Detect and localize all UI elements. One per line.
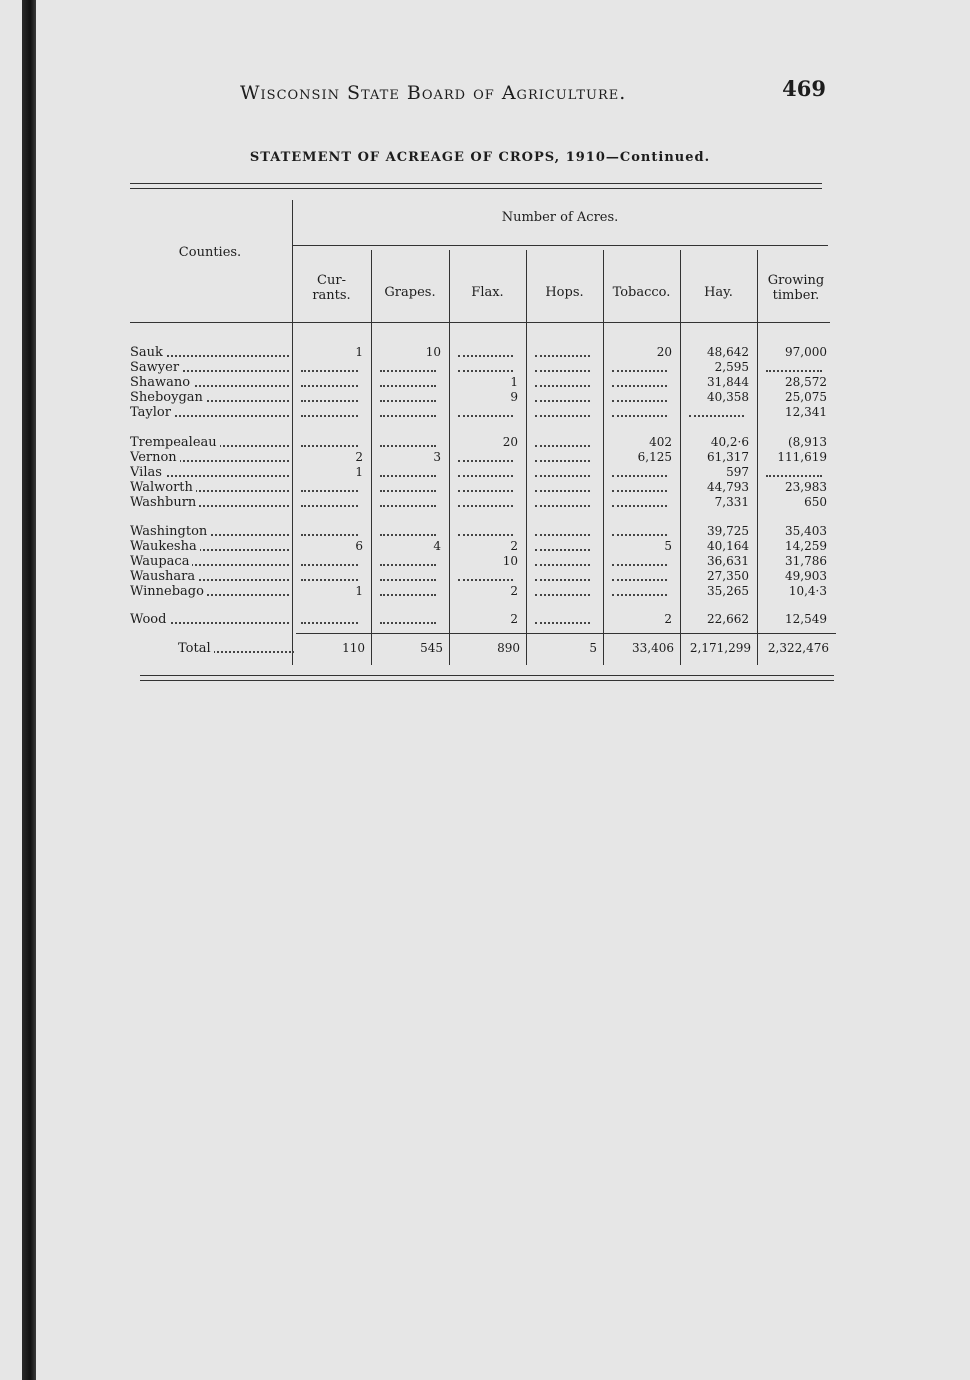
county-name: Trempealeau <box>130 435 293 450</box>
column-header-hay: Hay. <box>704 285 733 300</box>
cell-tobacco <box>607 569 672 584</box>
cell-hops <box>530 360 595 375</box>
table-row <box>130 450 840 465</box>
cell-grapes <box>375 495 441 510</box>
cell-currants <box>296 360 363 375</box>
cell-tobacco: 20 <box>656 345 672 359</box>
cell-currants: 1 <box>355 465 363 479</box>
cell-flax: 20 <box>502 435 518 449</box>
cell-tobacco <box>607 524 672 539</box>
total-hops: 5 <box>589 641 597 655</box>
county-name: Sauk <box>130 345 293 360</box>
cell-hops <box>530 480 595 495</box>
cell-flax: 2 <box>510 584 518 598</box>
cell-growing-timber: 111,619 <box>777 450 827 464</box>
cell-growing-timber: 49,903 <box>785 569 827 583</box>
county-name: Walworth <box>130 480 293 495</box>
cell-hops <box>530 390 595 405</box>
cell-currants <box>296 612 363 627</box>
county-name: Winnebago <box>130 584 293 599</box>
cell-growing-timber <box>761 360 827 375</box>
county-name: Vilas <box>130 465 293 480</box>
county-name: Taylor <box>130 405 293 420</box>
table-row <box>130 375 840 390</box>
total-label: Total <box>178 641 296 656</box>
group-header-rule <box>292 245 828 246</box>
county-name: Wood <box>130 612 293 627</box>
table-row <box>130 584 840 599</box>
cell-hops <box>530 584 595 599</box>
cell-tobacco <box>607 390 672 405</box>
county-name: Vernon <box>130 450 293 465</box>
column-header-flax: Flax. <box>471 285 504 300</box>
total-growing-timber: 2,322,476 <box>767 641 829 655</box>
cell-flax: 2 <box>510 612 518 626</box>
cell-currants <box>296 435 363 450</box>
table-row <box>130 569 840 584</box>
total-row <box>130 641 840 656</box>
cell-flax: 1 <box>510 375 518 389</box>
total-rule <box>296 633 836 634</box>
cell-tobacco: 5 <box>664 539 672 553</box>
cell-grapes <box>375 612 441 627</box>
running-title: Wisconsin State Board of Agriculture. <box>240 82 627 104</box>
table-row <box>130 495 840 510</box>
cell-growing-timber: 10,4·3 <box>788 584 827 598</box>
cell-hay: 39,725 <box>707 524 749 538</box>
cell-flax <box>453 524 518 539</box>
cell-hops <box>530 524 595 539</box>
county-name: Waushara <box>130 569 293 584</box>
cell-grapes <box>375 569 441 584</box>
cell-growing-timber: 31,786 <box>785 554 827 568</box>
cell-tobacco <box>607 405 672 420</box>
cell-currants <box>296 495 363 510</box>
table-bottom-rule-inner <box>140 680 834 681</box>
cell-hay: 36,631 <box>707 554 749 568</box>
cell-grapes: 4 <box>433 539 441 553</box>
cell-tobacco: 402 <box>649 435 672 449</box>
cell-hops <box>530 495 595 510</box>
cell-currants: 1 <box>355 584 363 598</box>
table-row <box>130 480 840 495</box>
cell-hay: 597 <box>726 465 749 479</box>
table-row <box>130 435 840 450</box>
cell-hay: 48,642 <box>707 345 749 359</box>
cell-growing-timber: 14,259 <box>785 539 827 553</box>
cell-flax <box>453 405 518 420</box>
cell-grapes <box>375 405 441 420</box>
column-header-growing-timber: Growing timber. <box>767 273 825 303</box>
column-header-tobacco: Tobacco. <box>612 285 671 300</box>
cell-currants: 2 <box>355 450 363 464</box>
cell-tobacco <box>607 360 672 375</box>
cell-hay: 2,595 <box>714 360 749 374</box>
cell-flax <box>453 345 518 360</box>
cell-currants <box>296 524 363 539</box>
cell-grapes <box>375 360 441 375</box>
cell-flax <box>453 360 518 375</box>
county-name: Shawano <box>130 375 293 390</box>
cell-tobacco <box>607 480 672 495</box>
table-row <box>130 465 840 480</box>
cell-growing-timber: 12,549 <box>785 612 827 626</box>
cell-hops <box>530 345 595 360</box>
cell-flax <box>453 495 518 510</box>
county-name: Waukesha <box>130 539 293 554</box>
county-name: Sawyer <box>130 360 293 375</box>
cell-hay <box>684 405 749 420</box>
cell-hay: 35,265 <box>707 584 749 598</box>
cell-grapes: 3 <box>433 450 441 464</box>
cell-currants <box>296 554 363 569</box>
table-top-rule <box>130 183 822 184</box>
cell-hops <box>530 465 595 480</box>
cell-hops <box>530 554 595 569</box>
number-of-acres-header: Number of Acres. <box>501 210 619 225</box>
cell-growing-timber <box>761 465 827 480</box>
cell-hops <box>530 539 595 554</box>
page-number: 469 <box>782 76 826 101</box>
cell-tobacco <box>607 465 672 480</box>
cell-grapes <box>375 390 441 405</box>
table-row <box>130 539 840 554</box>
cell-grapes <box>375 435 441 450</box>
cell-hay: 27,350 <box>707 569 749 583</box>
table-row <box>130 390 840 405</box>
cell-hay: 40,2·6 <box>710 435 749 449</box>
table-bottom-rule <box>140 675 834 676</box>
column-header-grapes: Grapes. <box>384 285 436 300</box>
cell-flax: 2 <box>510 539 518 553</box>
cell-currants <box>296 405 363 420</box>
table-row <box>130 360 840 375</box>
column-header-currants: Cur- rants. <box>312 273 351 303</box>
cell-flax <box>453 465 518 480</box>
cell-grapes <box>375 584 441 599</box>
cell-tobacco <box>607 554 672 569</box>
county-name: Washburn <box>130 495 293 510</box>
counties-header: Counties. <box>178 245 242 260</box>
total-tobacco: 33,406 <box>632 641 674 655</box>
cell-grapes: 10 <box>425 345 441 359</box>
cell-hay: 7,331 <box>714 495 749 509</box>
cell-hay: 31,844 <box>707 375 749 389</box>
page-header <box>240 76 830 110</box>
cell-grapes <box>375 465 441 480</box>
cell-growing-timber: 23,983 <box>785 480 827 494</box>
total-currants: 110 <box>342 641 365 655</box>
cell-tobacco <box>607 584 672 599</box>
cell-hops <box>530 405 595 420</box>
cell-hay: 61,317 <box>707 450 749 464</box>
page-binding-edge <box>22 0 36 1380</box>
cell-growing-timber: 25,075 <box>785 390 827 404</box>
county-name: Washington <box>130 524 293 539</box>
total-flax: 890 <box>497 641 520 655</box>
cell-grapes <box>375 480 441 495</box>
cell-hops <box>530 375 595 390</box>
total-hay: 2,171,299 <box>689 641 751 655</box>
cell-tobacco: 2 <box>664 612 672 626</box>
cell-flax: 10 <box>502 554 518 568</box>
cell-currants: 1 <box>355 345 363 359</box>
cell-growing-timber: 650 <box>804 495 827 509</box>
cell-growing-timber: 35,403 <box>785 524 827 538</box>
cell-growing-timber: 97,000 <box>785 345 827 359</box>
cell-currants <box>296 569 363 584</box>
cell-currants <box>296 375 363 390</box>
table-row <box>130 524 840 539</box>
cell-growing-timber: (8,913 <box>787 435 827 449</box>
total-grapes: 545 <box>420 641 443 655</box>
table-row <box>130 345 840 360</box>
table-row <box>130 612 840 627</box>
cell-currants <box>296 390 363 405</box>
cell-grapes <box>375 554 441 569</box>
cell-hay: 22,662 <box>707 612 749 626</box>
cell-tobacco <box>607 495 672 510</box>
column-header-hops: Hops. <box>545 285 584 300</box>
cell-currants <box>296 480 363 495</box>
cell-flax: 9 <box>510 390 518 404</box>
cell-currants: 6 <box>355 539 363 553</box>
cell-hops <box>530 450 595 465</box>
cell-tobacco <box>607 375 672 390</box>
cell-hay: 40,164 <box>707 539 749 553</box>
cell-hops <box>530 569 595 584</box>
county-name: Sheboygan <box>130 390 293 405</box>
cell-hops <box>530 435 595 450</box>
cell-flax <box>453 569 518 584</box>
cell-flax <box>453 450 518 465</box>
table-row <box>130 554 840 569</box>
county-name: Waupaca <box>130 554 293 569</box>
table-row <box>130 405 840 420</box>
cell-tobacco: 6,125 <box>637 450 672 464</box>
cell-growing-timber: 12,341 <box>785 405 827 419</box>
table-top-rule-inner <box>130 188 822 189</box>
cell-flax <box>453 480 518 495</box>
header-bottom-rule <box>130 322 830 323</box>
cell-growing-timber: 28,572 <box>785 375 827 389</box>
cell-hay: 40,358 <box>707 390 749 404</box>
table-caption: STATEMENT OF ACREAGE OF CROPS, 1910—Continued. <box>249 150 711 165</box>
cell-hay: 44,793 <box>707 480 749 494</box>
cell-grapes <box>375 524 441 539</box>
cell-grapes <box>375 375 441 390</box>
cell-hops <box>530 612 595 627</box>
